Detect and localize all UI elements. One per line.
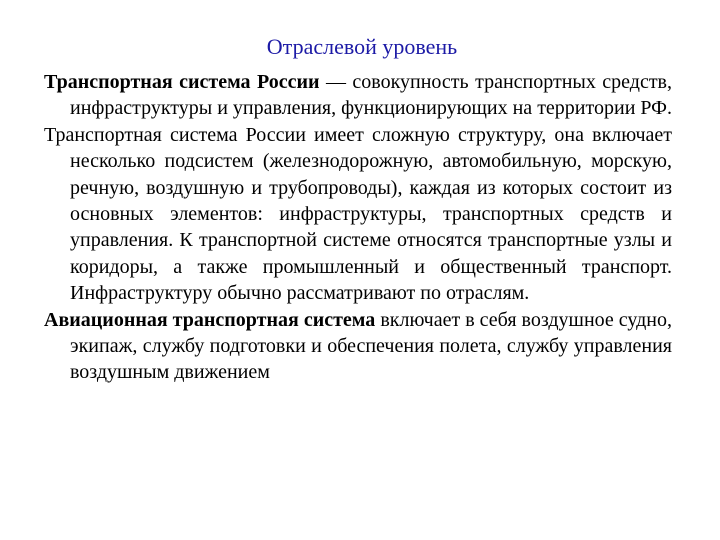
paragraph-aviation-system (44, 307, 672, 386)
paragraph-text: Транспортная система России имеет сложную структуру, она включает несколько подсистем (железнодорожную, автомобильную, морскую, речную, воздушную и трубопроводы), каждая из которых состоит из основных элементов: инфраструктуры, транспортных средств и управления. К транспортной системе относятся транспортные узлы и коридоры, а также промышленный и общественный транспорт. Инфраструктуру обычно рассматривают по отраслям. (44, 123, 672, 305)
slide-title: Отраслевой уровень (266, 34, 458, 59)
paragraph-lead-term: Транспортная система России (44, 71, 320, 93)
paragraph-text: — совокупность транспортных средств, инфраструктуры и управления, функционирующих на территории РФ. (70, 71, 673, 120)
paragraph-transport-system-definition (44, 69, 672, 122)
slide-body (44, 69, 672, 386)
paragraph-text: включает в себя воздушное судно, экипаж, службу подготовки и обеспечения полета, службу управления воздушным движением (70, 308, 673, 384)
paragraph-transport-system-structure (44, 122, 672, 307)
paragraph-lead-term: Авиационная транспортная система (44, 308, 376, 331)
